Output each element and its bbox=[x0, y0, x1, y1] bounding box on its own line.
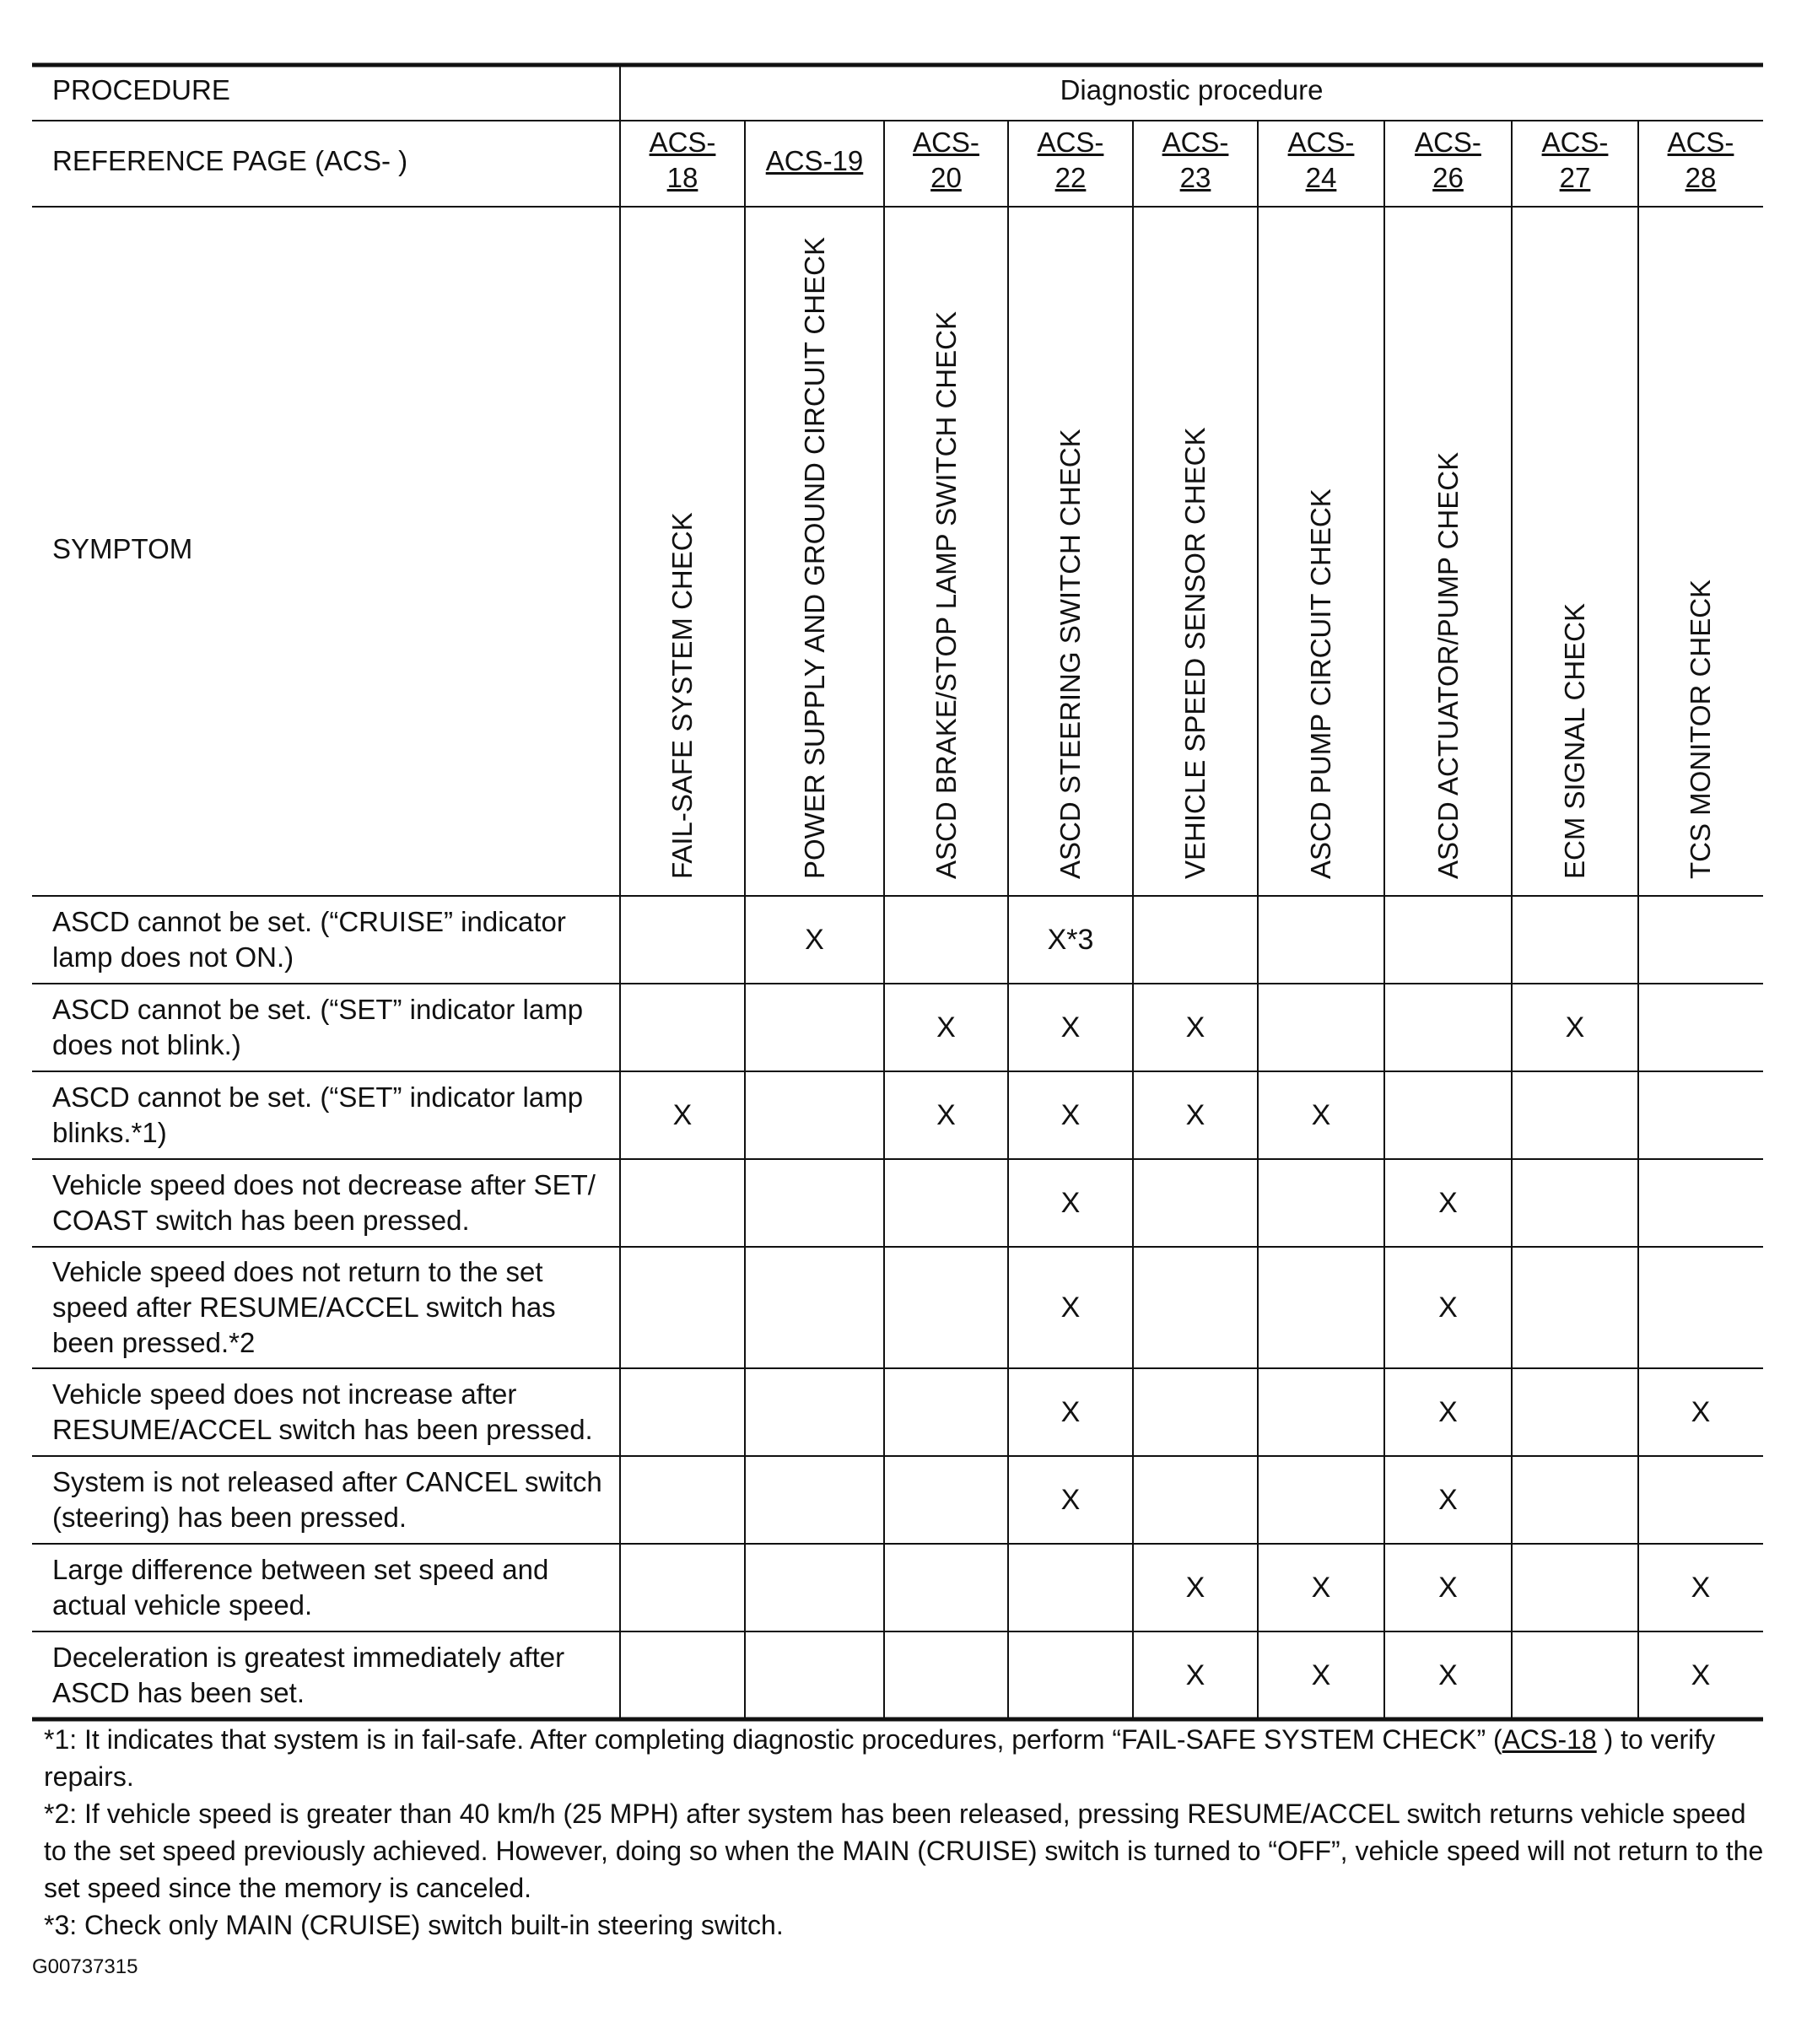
check-mark: X bbox=[1691, 1659, 1711, 1691]
reference-link[interactable]: ACS- 28 bbox=[1667, 127, 1734, 193]
symptom-cell: Large difference between set speed and actual vehicle speed. bbox=[52, 1554, 549, 1621]
symptom-cell: System is not released after CANCEL switch (steering) has been pressed. bbox=[52, 1466, 602, 1533]
check-mark: X bbox=[1060, 1187, 1081, 1219]
column-title: ASCD BRAKE/STOP LAMP SWITCH CHECK bbox=[930, 311, 962, 879]
check-mark: X bbox=[1438, 1292, 1458, 1324]
check-mark: X bbox=[1185, 1011, 1205, 1044]
check-mark: X bbox=[805, 924, 824, 956]
check-mark: X bbox=[936, 1099, 956, 1131]
check-mark: X bbox=[1185, 1659, 1205, 1691]
footnote-3: *3: Check only MAIN (CRUISE) switch built-in steering switch. bbox=[44, 1910, 784, 1940]
check-mark: X bbox=[1438, 1396, 1458, 1428]
reference-link[interactable]: ACS-19 bbox=[765, 145, 864, 176]
check-mark: X bbox=[1691, 1572, 1711, 1604]
check-mark: X bbox=[1185, 1099, 1205, 1131]
figure-code: G00737315 bbox=[32, 1955, 138, 1978]
check-mark: X bbox=[1060, 1099, 1081, 1131]
acs-18-link[interactable]: ACS-18 bbox=[1502, 1724, 1597, 1755]
check-mark: X bbox=[1060, 1484, 1081, 1516]
check-mark: X bbox=[1185, 1572, 1205, 1604]
column-title: ASCD ACTUATOR/PUMP CHECK bbox=[1432, 451, 1464, 879]
check-mark: X bbox=[672, 1099, 693, 1131]
reference-link[interactable]: ACS- 18 bbox=[649, 127, 716, 193]
footnote-1: *1: It indicates that system is in fail-safe. After completing diagnostic procedures, perform “FAIL-SAFE SYSTEM CHECK” (ACS-18 ) to verify repairs. bbox=[44, 1724, 1716, 1792]
symptom-cell: Deceleration is greatest immediately after ASCD has been set. bbox=[52, 1642, 565, 1708]
reference-link[interactable]: ACS- 20 bbox=[913, 127, 979, 193]
check-mark: X bbox=[1438, 1659, 1458, 1691]
check-mark: X bbox=[1311, 1659, 1331, 1691]
column-title: FAIL-SAFE SYSTEM CHECK bbox=[666, 512, 698, 879]
symptom-cell: ASCD cannot be set. (“SET” indicator lamp does not blink.) bbox=[52, 994, 584, 1060]
symptom-cell: ASCD cannot be set. (“CRUISE” indicator lamp does not ON.) bbox=[52, 906, 566, 973]
reference-link[interactable]: ACS- 24 bbox=[1287, 127, 1355, 193]
reference-link[interactable]: ACS- 27 bbox=[1541, 127, 1609, 193]
check-mark: X bbox=[1438, 1484, 1458, 1516]
reference-link[interactable]: ACS- 22 bbox=[1037, 127, 1104, 193]
symptom-cell: Vehicle speed does not return to the set speed after RESUME/ACCEL switch has been pressed.*2 bbox=[52, 1256, 556, 1358]
reference-link[interactable]: ACS- 23 bbox=[1162, 127, 1229, 193]
procedure-label: PROCEDURE bbox=[52, 74, 230, 105]
check-mark: X bbox=[1060, 1292, 1081, 1324]
column-title: ECM SIGNAL CHECK bbox=[1559, 602, 1590, 879]
symptom-cell: Vehicle speed does not increase after RESUME/ACCEL switch has been pressed. bbox=[52, 1378, 593, 1445]
column-title: TCS MONITOR CHECK bbox=[1685, 579, 1716, 879]
symptom-cell: ASCD cannot be set. (“SET” indicator lamp blinks.*1) bbox=[52, 1081, 584, 1148]
check-mark: X bbox=[1691, 1396, 1711, 1428]
check-mark: X bbox=[1311, 1572, 1331, 1604]
procedure-value: Diagnostic procedure bbox=[1060, 74, 1324, 105]
check-mark: X bbox=[1438, 1187, 1458, 1219]
check-mark: X bbox=[1565, 1011, 1585, 1044]
check-mark: X bbox=[1060, 1396, 1081, 1428]
check-mark: X*3 bbox=[1047, 924, 1094, 956]
column-title: VEHICLE SPEED SENSOR CHECK bbox=[1179, 427, 1211, 879]
reference-label: REFERENCE PAGE (ACS- ) bbox=[52, 145, 408, 176]
footnote-2: *2: If vehicle speed is greater than 40 km/h (25 MPH) after system has been released, pressing RESUME/ACCEL switch returns vehicle speed to the set speed previously achieved. However, doing so when the MAIN (CRUISE) switch is turned to “OFF”, vehicle speed will not return to the set speed since the memory is canceled. bbox=[44, 1799, 1764, 1903]
symptom-label: SYMPTOM bbox=[52, 533, 193, 564]
column-title: POWER SUPPLY AND GROUND CIRCUIT CHECK bbox=[798, 237, 830, 879]
check-mark: X bbox=[936, 1011, 956, 1044]
reference-link[interactable]: ACS- 26 bbox=[1415, 127, 1481, 193]
footnotes bbox=[44, 1721, 1765, 1944]
column-title: ASCD STEERING SWITCH CHECK bbox=[1054, 429, 1086, 879]
check-mark: X bbox=[1438, 1572, 1458, 1604]
column-title: ASCD PUMP CIRCUIT CHECK bbox=[1305, 488, 1336, 879]
check-mark: X bbox=[1060, 1011, 1081, 1044]
symptom-cell: Vehicle speed does not decrease after SET/ COAST switch has been pressed. bbox=[52, 1169, 596, 1236]
check-mark: X bbox=[1311, 1099, 1331, 1131]
